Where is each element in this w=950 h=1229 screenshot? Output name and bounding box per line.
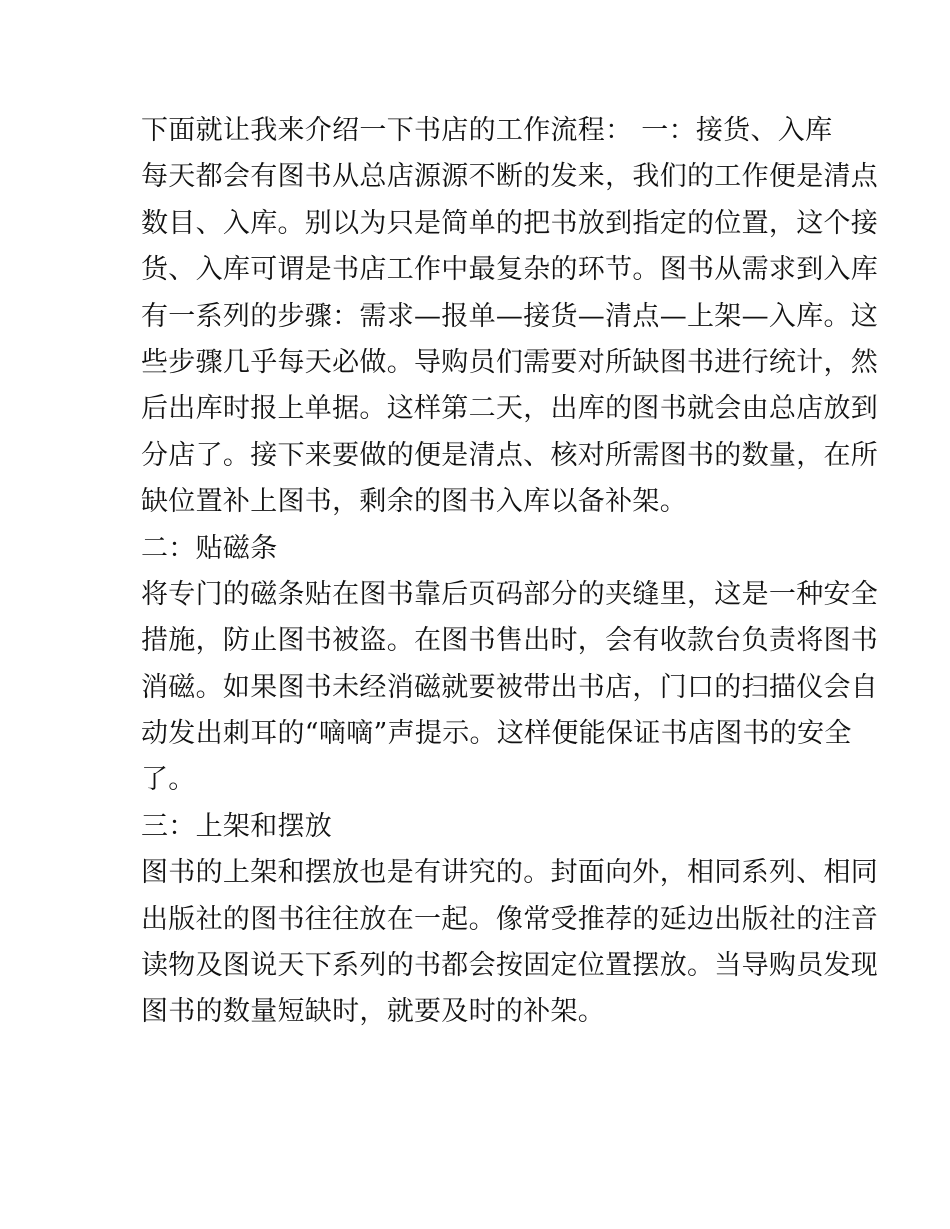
text-line: 出版社的图书往往放在一起。像常受推荐的延边出版社的注音: [141, 903, 879, 935]
text-line: 下面就让我来介绍一下书店的工作流程： 一：接货、入库: [141, 115, 833, 146]
text-line: 消磁。如果图书未经消磁就要被带出书店，门口的扫描仪会自: [141, 671, 879, 703]
text-line: 分店了。接下来要做的便是清点、核对所需图书的数量，在所: [141, 439, 879, 471]
text-line: 货、入库可谓是书店工作中最复杂的环节。图书从需求到入库: [141, 254, 879, 286]
body-text: [141, 108, 879, 1036]
section-heading: 二：贴磁条: [141, 532, 278, 564]
text-line: 图书的数量短缺时，就要及时的补架。: [141, 996, 606, 1028]
text-line: 将专门的磁条贴在图书靠后页码部分的夹缝里，这是一种安全: [141, 578, 879, 610]
text-line: 措施，防止图书被盗。在图书售出时，会有收款台负责将图书: [141, 625, 879, 657]
text-line: 数目、入库。别以为只是简单的把书放到指定的位置，这个接: [141, 207, 879, 239]
text-line: 读物及图说天下系列的书都会按固定位置摆放。当导购员发现: [141, 950, 879, 982]
text-line: 每天都会有图书从总店源源不断的发来，我们的工作便是清点: [141, 161, 879, 193]
section-heading: 三：上架和摆放: [141, 810, 333, 842]
text-line: 了。: [141, 764, 196, 796]
text-line: 动发出刺耳的“嘀嘀”声提示。这样便能保证书店图书的安全: [141, 718, 852, 750]
text-line: 些步骤几乎每天必做。导购员们需要对所缺图书进行统计，然: [141, 346, 879, 378]
text-line: 有一系列的步骤：需求—报单—接货—清点—上架—入库。这: [141, 300, 879, 332]
text-line: 缺位置补上图书，剩余的图书入库以备补架。: [141, 486, 687, 518]
text-line: 后出库时报上单据。这样第二天，出库的图书就会由总店放到: [141, 393, 879, 425]
text-line: 图书的上架和摆放也是有讲究的。封面向外，相同系列、相同: [141, 857, 879, 889]
